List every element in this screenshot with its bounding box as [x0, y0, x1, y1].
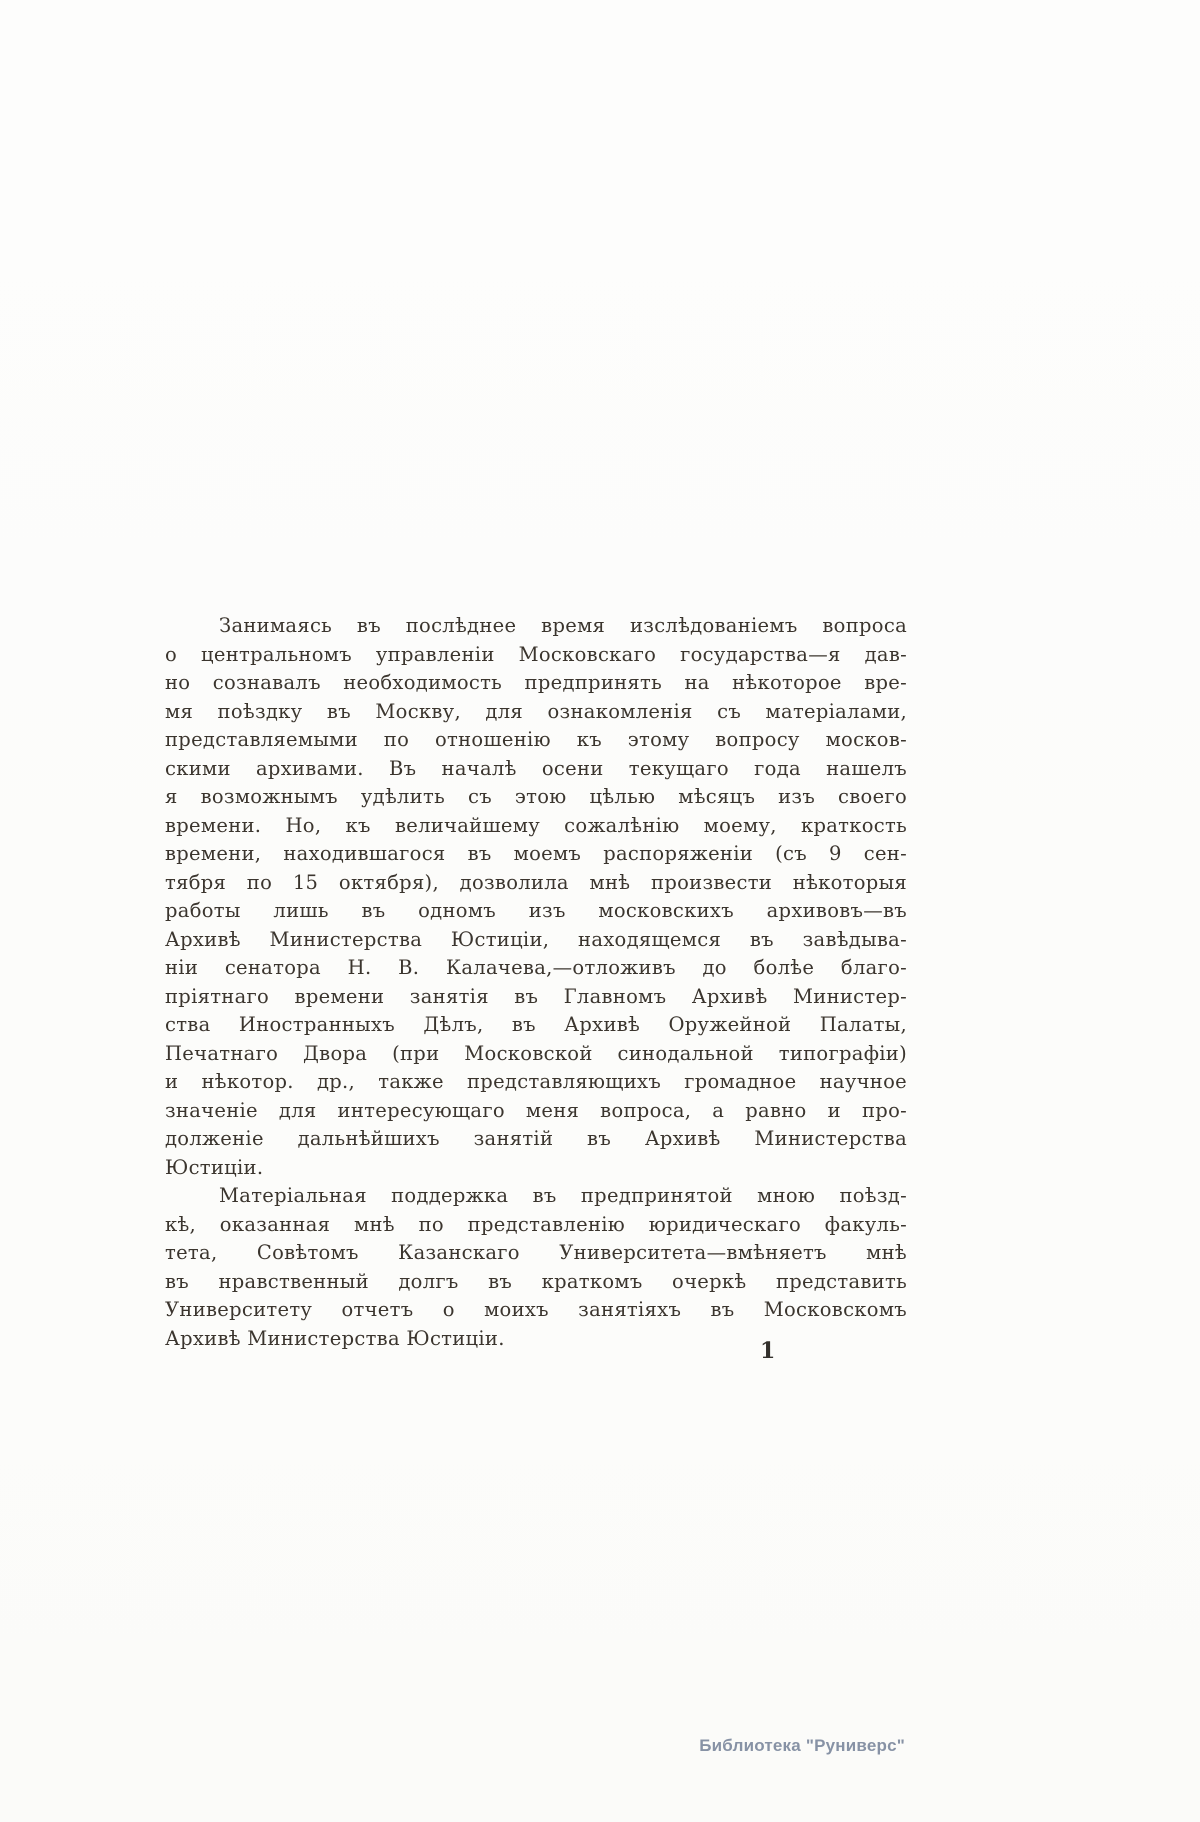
text-line: представляемыми по отношенію къ этому вопросу москов- [165, 728, 907, 751]
text-line: Печатнаго Двора (при Московской синодальной типографіи) [165, 1041, 907, 1065]
text-line: ства Иностранныхъ Дѣлъ, въ Архивѣ Оружейной Палаты, [165, 1013, 907, 1036]
text-line: долженіе дальнѣйшихъ занятій въ Архивѣ Министерства [165, 1127, 907, 1150]
text-line: но сознавалъ необходимость предпринять на нѣкоторое вре- [165, 671, 907, 694]
text-line: тета, Совѣтомъ Казанскаго Университета—вмѣняетъ мнѣ [165, 1241, 907, 1264]
text-line: о центральномъ управленіи Московскаго государства—я дав- [165, 642, 907, 666]
text-line: тября по 15 октября), дозволила мнѣ произвести нѣкоторыя [165, 870, 907, 894]
text-line: Матеріальная поддержка въ предпринятой мною поѣзд- [219, 1184, 907, 1207]
paragraph-1 [165, 612, 907, 1182]
text-line: въ нравственный долгъ въ краткомъ очеркѣ представить [165, 1269, 907, 1293]
text-line: пріятнаго времени занятія въ Главномъ Архивѣ Министер- [165, 984, 907, 1008]
body-text [165, 612, 907, 1353]
text-line: значеніе для интересующаго меня вопроса, а равно и про- [165, 1098, 907, 1122]
page-number: 1 [760, 1338, 776, 1364]
text-line: мя поѣздку въ Москву, для ознакомленія съ матеріалами, [165, 699, 907, 723]
text-line: ніи сенатора Н. В. Калачева,—отложивъ до болѣе благо- [165, 956, 907, 979]
library-watermark: Библиотека "Руниверс" [699, 1736, 905, 1755]
text-line: Занимаясь въ послѣднее время изслѣдованіемъ вопроса [219, 614, 907, 637]
text-line: я возможнымъ удѣлить съ этою цѣлью мѣсяцъ изъ своего [165, 785, 907, 808]
text-line: времени. Но, къ величайшему сожалѣнію моему, краткость [165, 813, 907, 837]
text-line: и нѣкотор. др., также представляющихъ громадное научное [165, 1070, 907, 1093]
text-line: работы лишь въ одномъ изъ московскихъ архивовъ—въ [165, 899, 907, 922]
text-line: кѣ, оказанная мнѣ по представленію юридическаго факуль- [165, 1212, 907, 1236]
text-line: Юстиціи. [165, 1155, 264, 1179]
text-line: времени, находившагося въ моемъ распоряженіи (съ 9 сен- [165, 842, 907, 865]
text-line: Университету отчетъ о моихъ занятіяхъ въ Московскомъ [165, 1298, 907, 1321]
paragraph-2 [165, 1182, 907, 1353]
text-line: Архивѣ Министерства Юстиціи. [165, 1326, 505, 1350]
text-line: скими архивами. Въ началѣ осени текущаго года нашелъ [165, 756, 907, 780]
text-line: Архивѣ Министерства Юстиціи, находящемся въ завѣдыва- [165, 927, 907, 951]
